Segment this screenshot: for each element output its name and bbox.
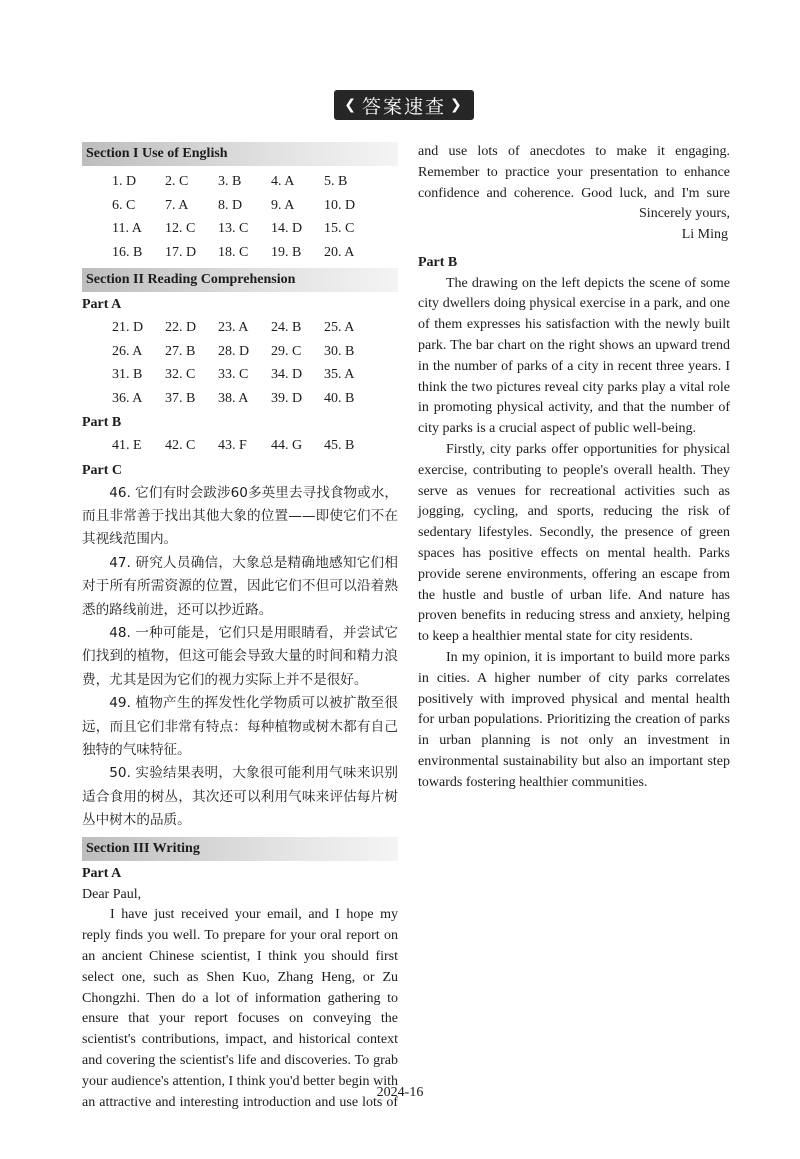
answer-cell: 29. C — [271, 343, 302, 359]
answer-cell: 38. A — [218, 390, 249, 406]
answer-cell: 2. C — [165, 174, 189, 189]
answer-cell: 14. D — [271, 221, 303, 236]
answer-cell: 25. A — [324, 320, 355, 335]
answer-cell: 13. C — [218, 221, 249, 236]
section-1-heading: Section I Use of English — [82, 142, 398, 166]
answer-49: 49. 植物产生的挥发性化学物质可以被扩散至很远，而且它们非常有特点：每种植物或树木都有自己独特的气味特征。 — [82, 695, 398, 758]
page-number: 2024-16 — [376, 1085, 424, 1100]
answer-cell: 39. D — [271, 390, 303, 406]
writing-part-b-label: Part B — [418, 254, 458, 270]
answer-cell: 22. D — [165, 320, 197, 335]
answer-cell: 5. B — [324, 174, 348, 189]
answer-row — [82, 340, 398, 364]
answer-cell: 23. A — [218, 320, 249, 335]
essay-paragraph-1: The drawing on the left depicts the scene of some city dwellers doing physical exercise in a park, and one of them expresses his satisfaction with the newly built park. The bar chart on the right shows an upward trend in the number of parks of a city in recent three years. I think the two pictures reveal city parks play a vital role in promoting physical activity, and that the number of city parks is a crucial aspect of public well-being. — [418, 275, 730, 437]
letter-closing: Sincerely yours, — [639, 206, 730, 221]
chevron-left-icon: ❮ — [344, 97, 358, 113]
section-3-heading: Section III Writing — [82, 837, 398, 861]
answer-row — [82, 194, 398, 218]
answer-47: 47. 研究人员确信，大象总是精确地感知它们相对于所有所需资源的位置，因此它们不但可以沿着熟悉的路线前进，还可以抄近路。 — [82, 554, 398, 618]
answer-cell: 34. D — [271, 367, 303, 382]
answer-46: 46. 它们有时会跋涉60多英里去寻找食物或水，而且非常善于找出其他大象的位置——即使它们不在其视线范围内。 — [82, 484, 398, 548]
answer-row — [82, 170, 398, 194]
answer-cell: 8. D — [218, 197, 243, 213]
letter-body-continued — [418, 142, 730, 204]
answer-cell: 30. B — [324, 343, 355, 359]
answer-cell: 16. B — [112, 244, 143, 260]
answer-cell: 19. B — [271, 244, 302, 260]
answer-48: 48. 一种可能是，它们只是用眼睛看，并尝试它们找到的植物，但这可能会导致大量的时间和精力浪费，尤其是因为它们的视力实际上并不是很好。 — [82, 624, 398, 688]
left-column — [82, 142, 398, 1113]
answer-cell: 6. C — [112, 197, 136, 213]
section-2-heading: Section II Reading Comprehension — [82, 268, 398, 292]
answer-cell: 18. C — [218, 244, 249, 260]
essay-paragraph-2: Firstly, city parks offer opportunities for physical exercise, contributing to people's overall health. They serve as venues for recreational activities such as jogging, cycling, and sports, reducing the risk of sedentary lifestyles. Secondly, the presence of green spaces has positive effects on mental health. Parks provide serene environments, offering an escape from the hustle and bustle of urban life. And nature has proven benefits in reducing stress and anxiety, helping to keep a healthier mental state for city residents. — [418, 441, 730, 645]
answer-cell: 24. B — [271, 320, 302, 335]
letter-body-continued-text: and use lots of anecdotes to make it engaging. Remember to practice your presentation to enhance confidence and coherence. Good luck, and I'm sure — [418, 143, 730, 201]
answer-cell: 12. C — [165, 221, 196, 236]
part-a-answers — [82, 316, 398, 410]
answer-cell: 4. A — [271, 174, 295, 189]
answer-cell: 43. F — [218, 438, 247, 453]
letter-salutation: Dear Paul, — [82, 886, 142, 902]
answer-cell: 33. C — [218, 367, 249, 382]
answer-cell: 32. C — [165, 367, 196, 382]
answer-50: 50. 实验结果表明，大象很可能利用气味来识别适合食用的树丛，其次还可以利用气味来评估每片树丛中树木的品质。 — [82, 765, 398, 829]
answer-row — [82, 316, 398, 340]
essay-paragraph-3: In my opinion, it is important to build more parks in cities. A higher number of city parks correlates positively with improved physical and mental health for urban populations. Prioritizing the creation of parks in urban planning is not only an investment in environmental sustainability but also an important step towards fostering healthier communities. — [418, 649, 730, 790]
answer-cell: 28. D — [218, 343, 250, 359]
part-b-label: Part B — [82, 415, 122, 430]
answer-cell: 37. B — [165, 390, 196, 406]
answer-cell: 27. B — [165, 343, 196, 359]
letter-body-text: I have just received your email, and I hope my reply finds you well. To prepare for your oral report on an ancient Chinese scientist, I think you should first select one, such as Shen Kuo, Zhang Heng, or Zu Chongzhi. Then do a lot of information gathering to ensure that your report focuses on conveying the scientist's contributions, impact, and historical context and covering the scientist's life and discoveries. To grab your audience's attention, I think you'd better begin with an attractive and interesting introduction and use lots of — [82, 907, 398, 1110]
answer-cell: 41. E — [112, 438, 142, 453]
answer-cell: 17. D — [165, 244, 197, 260]
part-b-answers — [82, 434, 398, 458]
answer-cell: 45. B — [324, 438, 355, 453]
answer-row — [82, 363, 398, 387]
answer-cell: 26. A — [112, 343, 143, 359]
answer-cell: 1. D — [112, 174, 137, 189]
answer-cell: 7. A — [165, 197, 189, 213]
section-1-answers — [82, 170, 398, 264]
answer-row — [82, 434, 398, 458]
answer-row — [82, 217, 398, 241]
letter-signature: Li Ming — [681, 226, 728, 242]
answer-cell: 36. A — [112, 390, 143, 406]
answer-cell: 35. A — [324, 367, 355, 382]
letter-body-part1 — [82, 905, 398, 1113]
page-title: 答案速查 — [361, 95, 446, 118]
answer-cell: 11. A — [112, 221, 142, 236]
answer-cell: 15. C — [324, 221, 355, 236]
writing-part-a-label: Part A — [82, 865, 122, 881]
right-column — [418, 142, 730, 794]
chevron-right-icon: ❯ — [450, 97, 464, 113]
answer-cell: 10. D — [324, 197, 356, 213]
answer-cell: 9. A — [271, 197, 295, 213]
answer-cell: 21. D — [112, 320, 144, 335]
answer-row — [82, 387, 398, 411]
answer-key-title-badge — [334, 90, 474, 120]
answer-row — [82, 241, 398, 265]
answer-cell: 42. C — [165, 438, 196, 453]
answer-cell: 3. B — [218, 174, 242, 189]
answer-cell: 20. A — [324, 244, 355, 260]
part-a-label: Part A — [82, 297, 122, 312]
part-c-label: Part C — [82, 462, 123, 478]
answer-cell: 40. B — [324, 390, 355, 406]
answer-cell: 31. B — [112, 367, 143, 382]
answer-cell: 44. G — [271, 438, 303, 453]
